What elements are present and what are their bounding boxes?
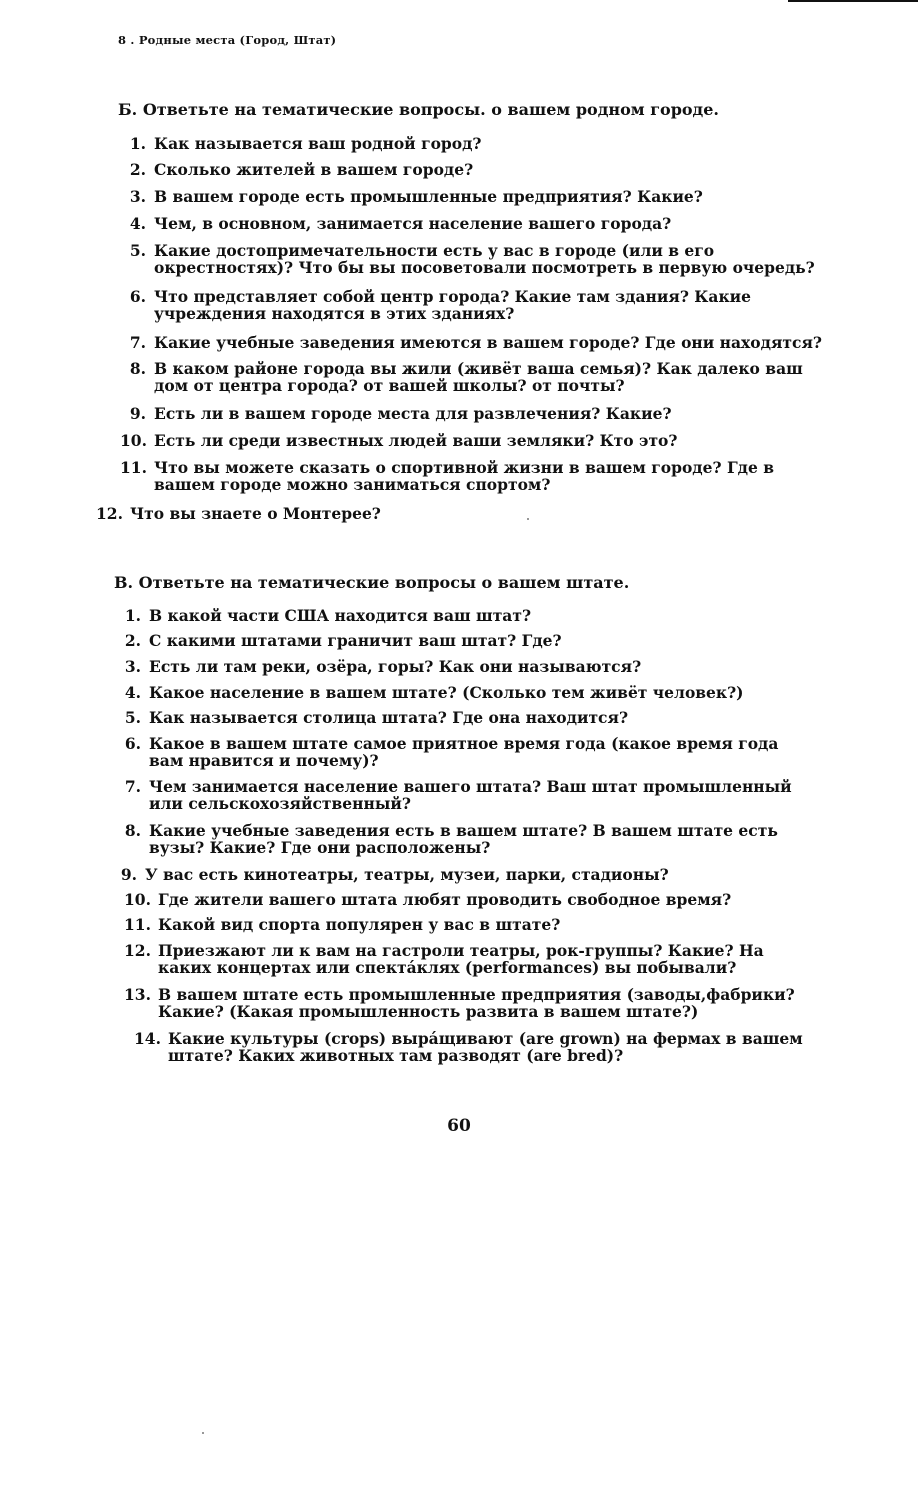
question-number: 5.: [124, 708, 141, 727]
question-text: Как называется столица штата? Где она находится?: [149, 708, 629, 727]
question-text: Приезжают ли к вам на гастроли театры, рок-группы? Какие? На каких концертах или спектáклях (performances) вы побывали?: [158, 941, 764, 977]
question-text: Где жители вашего штата любят проводить свободное время?: [158, 890, 732, 909]
section-v-question-13: [124, 986, 795, 1020]
question-number: 13.: [124, 985, 151, 1004]
section-v-question-2: [115, 632, 562, 649]
question-number: 10.: [120, 431, 147, 450]
question-number: 7.: [129, 333, 146, 352]
section-b-question-7: [120, 334, 822, 351]
section-b-question-5: [120, 242, 815, 276]
question-text: У вас есть кинотеатры, театры, музеи, парки, стадионы?: [145, 865, 669, 884]
question-text: В какой части США находится ваш штат?: [149, 606, 532, 625]
section-v-question-9: [111, 866, 669, 883]
question-number: 9.: [120, 865, 137, 884]
question-text: В вашем городе есть промышленные предприятия? Какие?: [154, 187, 703, 206]
question-text: Что вы можете сказать о спортивной жизни в вашем городе? Где в вашем городе можно заниматься спортом?: [154, 458, 775, 494]
section-b-question-12: [96, 505, 381, 522]
question-number: 4.: [124, 683, 141, 702]
question-number: 12.: [96, 504, 123, 523]
question-number: 5.: [129, 241, 146, 260]
section-v-heading: В. Ответьте на тематические вопросы о вашем штате.: [114, 573, 630, 592]
section-b-question-2: [120, 161, 473, 178]
section-v-question-12: [124, 942, 764, 976]
section-v-question-3: [115, 658, 641, 675]
question-number: 11.: [124, 915, 151, 934]
top-edge-rule: [788, 0, 918, 2]
running-header: 8 . Родные места (Город, Штат): [118, 33, 337, 47]
question-text: Чем, в основном, занимается население вашего города?: [154, 214, 672, 233]
question-text: Есть ли среди известных людей ваши земляки? Кто это?: [154, 431, 678, 450]
section-v-question-1: [115, 607, 531, 624]
question-text: Как называется ваш родной город?: [154, 134, 482, 153]
question-text: В каком районе города вы жили (живёт ваша семья)? Как далеко ваш дом от центра города? от вашей школы? от почты?: [154, 359, 803, 395]
section-v-question-7: [115, 778, 792, 812]
section-v-question-4: [115, 684, 744, 701]
question-text: Какое в вашем штате самое приятное время года (какое время года вам нравится и почему)?: [149, 734, 779, 770]
question-number: 3.: [124, 657, 141, 676]
question-text: Чем занимается население вашего штата? Ваш штат промышленный или сельскохозяйственный?: [149, 777, 792, 813]
question-text: Какой вид спорта популярен у вас в штате?: [158, 915, 561, 934]
section-b-question-4: [120, 215, 671, 232]
page-number: 60: [447, 1116, 471, 1136]
question-text: Какие учебные заведения есть в вашем штате? В вашем штате есть вузы? Какие? Где они расположены?: [149, 821, 778, 857]
section-b-question-1: [120, 135, 482, 152]
question-number: 1.: [124, 606, 141, 625]
question-number: 14.: [134, 1029, 161, 1048]
question-text: Сколько жителей в вашем городе?: [154, 160, 474, 179]
question-number: 10.: [124, 890, 151, 909]
section-b-question-3: [120, 188, 703, 205]
section-v-question-10: [124, 891, 731, 908]
question-number: 6.: [124, 734, 141, 753]
section-b-question-6: [120, 288, 751, 322]
question-text: Есть ли там реки, озёра, горы? Как они называются?: [149, 657, 642, 676]
question-text: Есть ли в вашем городе места для развлечения? Какие?: [154, 404, 672, 423]
scan-speck: [202, 1432, 204, 1434]
section-v-question-5: [115, 709, 628, 726]
section-b-question-9: [120, 405, 672, 422]
section-b-question-11: [120, 459, 774, 493]
question-number: 4.: [129, 214, 146, 233]
section-b-question-8: [120, 360, 803, 394]
question-number: 12.: [124, 941, 151, 960]
question-number: 9.: [129, 404, 146, 423]
question-text: Что представляет собой центр города? Какие там здания? Какие учреждения находятся в этих зданиях?: [154, 287, 751, 323]
question-number: 1.: [129, 134, 146, 153]
question-text: Какое население в вашем штате? (Сколько тем живёт человек?): [149, 683, 744, 702]
question-number: 8.: [124, 821, 141, 840]
question-number: 8.: [129, 359, 146, 378]
question-number: 2.: [124, 631, 141, 650]
question-text: С какими штатами граничит ваш штат? Где?: [149, 631, 562, 650]
question-text: Что вы знаете о Монтерее?: [130, 504, 381, 523]
question-text: Какие достопримечательности есть у вас в городе (или в его окрестностях)? Что бы вы посоветовали посмотреть в первую очередь?: [154, 241, 815, 277]
question-number: 3.: [129, 187, 146, 206]
question-text: Какие учебные заведения имеются в вашем городе? Где они находятся?: [154, 333, 822, 352]
section-b-question-10: [120, 432, 677, 449]
question-number: 2.: [129, 160, 146, 179]
section-v-question-8: [115, 822, 778, 856]
question-text: Какие культуры (crops) вырáщивают (are grown) на фермах в вашем штате? Каких животных там разводят (are bred)?: [168, 1029, 803, 1065]
question-text: В вашем штате есть промышленные предприятия (заводы,фабрики? Какие? (Какая промышленность развита в вашем штате?): [158, 985, 795, 1021]
section-v-question-14: [134, 1030, 803, 1064]
scan-speck: [527, 518, 529, 520]
question-number: 11.: [120, 458, 147, 477]
question-number: 6.: [129, 287, 146, 306]
section-v-question-6: [115, 735, 778, 769]
section-b-heading: Б. Ответьте на тематические вопросы. о вашем родном городе.: [118, 100, 719, 119]
question-number: 7.: [124, 777, 141, 796]
section-v-question-11: [124, 916, 560, 933]
